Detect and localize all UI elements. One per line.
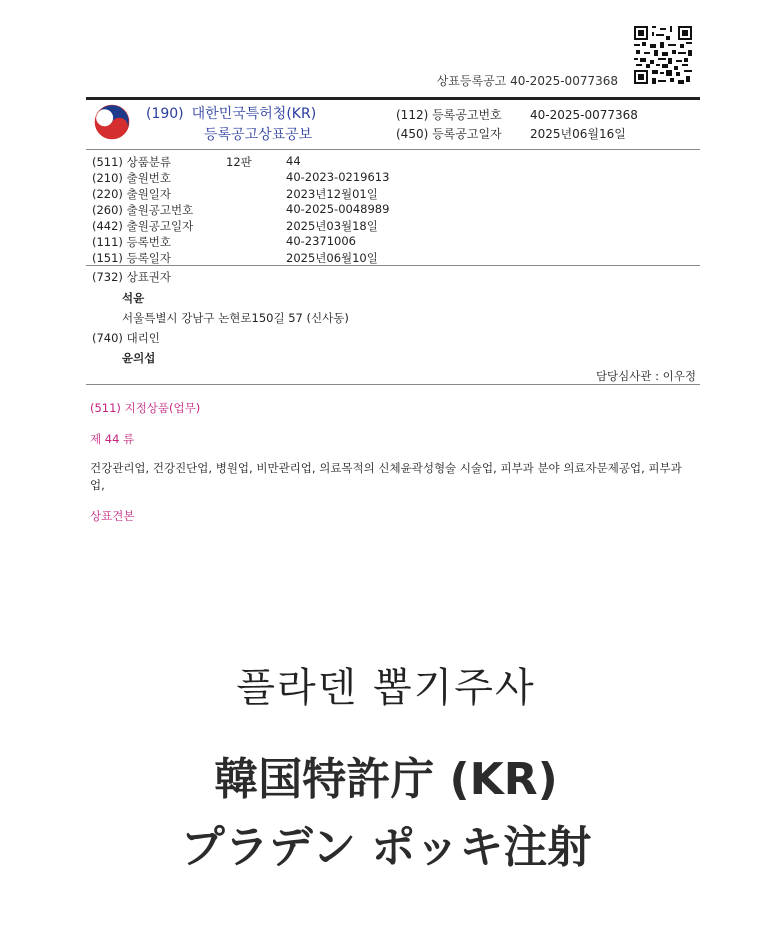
bib-value: 2025년06월10일	[286, 251, 378, 265]
agent-label: (740) 대리인	[92, 331, 160, 345]
bib-label: (442) 출원공고일자	[92, 219, 194, 233]
mark-korean-text: 플라덴 뽑기주사	[236, 665, 536, 711]
bib-label: (260) 출원공고번호	[92, 203, 194, 217]
header-bottom-rule	[86, 149, 700, 150]
bib-value: 2025년03월18일	[286, 219, 378, 233]
taegeuk-logo-icon	[94, 104, 130, 140]
owner-address: 서울특별시 강남구 논현로150길 57 (신사동)	[122, 311, 349, 325]
reg-pub-date-label: (450) 등록공고일자	[396, 127, 502, 141]
overlay-japanese-line: プラデン ポッキ注射	[180, 822, 592, 873]
class-heading: 제 44 류	[90, 432, 135, 446]
bib-label: (511) 상품분류	[92, 155, 172, 169]
reg-pub-number-value: 40-2025-0077368	[530, 108, 638, 122]
bib-label: (220) 출원일자	[92, 187, 172, 201]
services-text: 건강관리업, 건강진단업, 병원업, 비만관리업, 의료목적의 신체윤곽성형술 시술업, 피부과 분야 의료자문제공업, 피부과업,	[90, 461, 682, 492]
reg-pub-date-value: 2025년06월16일	[530, 127, 626, 141]
office-code: (190)	[146, 106, 184, 122]
agent-name: 윤의섭	[122, 351, 156, 365]
office-heading	[146, 103, 316, 123]
qr-code	[634, 26, 692, 84]
bib-rule	[86, 265, 700, 266]
designated-heading: (511) 지정상품(업무)	[90, 401, 201, 415]
reg-pub-number-row	[396, 106, 638, 123]
reg-pub-number-label: (112) 등록공고번호	[396, 108, 502, 122]
bib-value: 40-2371006	[286, 234, 356, 248]
bib-label: (111) 등록번호	[92, 235, 172, 249]
bib-value: 40-2023-0219613	[286, 170, 390, 184]
section-rule	[86, 384, 700, 385]
owner-label: (732) 상표권자	[92, 270, 172, 284]
office-name: 대한민국특허청(KR)	[191, 106, 317, 122]
examiner-line: 담당심사관 : 이우정	[595, 369, 696, 383]
bib-edition: 12판	[226, 155, 252, 169]
specimen-heading: 상표견본	[90, 509, 135, 523]
gazette-title: 등록공고상표공보	[204, 127, 313, 143]
bib-label: (151) 등록일자	[92, 251, 172, 265]
owner-name: 석윤	[122, 291, 145, 305]
publication-reference: 상표등록공고 40-2025-0077368	[436, 74, 618, 88]
overlay-office-line: 韓国特許庁 (KR)	[214, 754, 558, 805]
bib-label: (210) 출원번호	[92, 171, 172, 185]
bib-value: 40-2025-0048989	[286, 202, 390, 216]
reg-pub-date-row	[396, 125, 626, 142]
header-top-rule	[86, 97, 700, 100]
bib-value: 44	[286, 154, 301, 168]
bib-value: 2023년12월01일	[286, 187, 378, 201]
